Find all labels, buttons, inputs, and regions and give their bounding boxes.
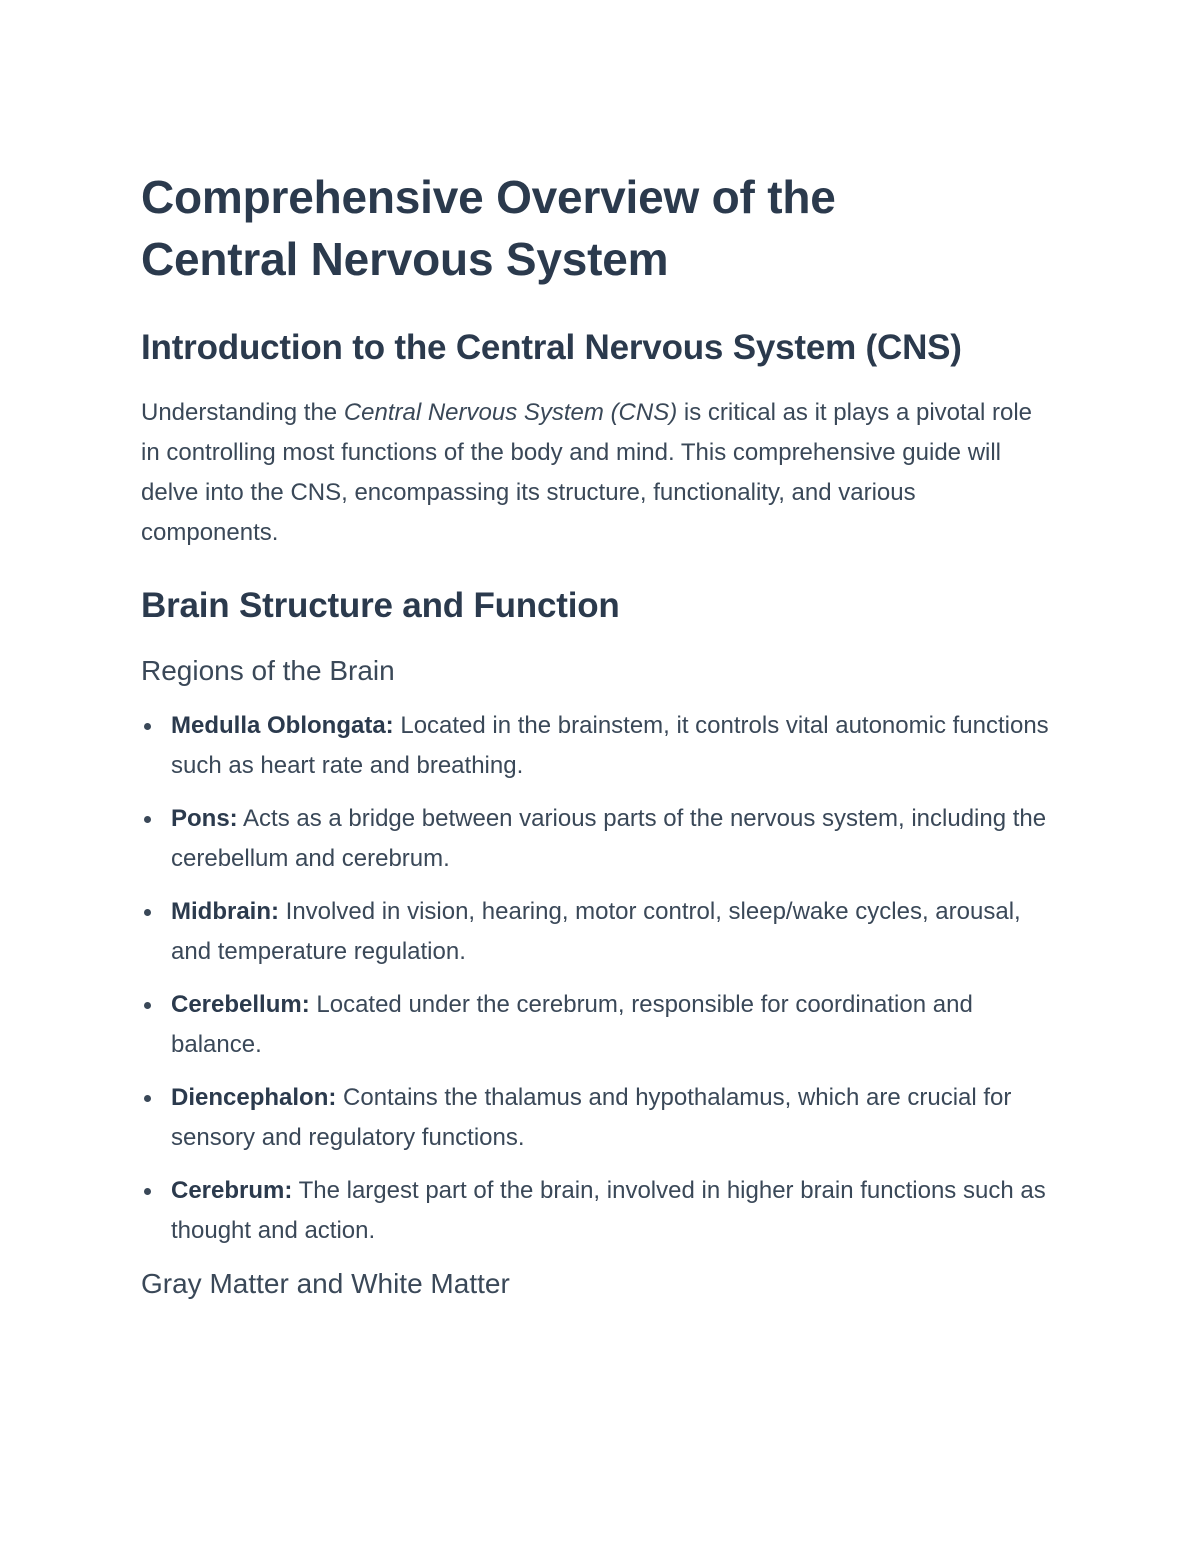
intro-text-emphasis: Central Nervous System (CNS) [343, 399, 678, 426]
brain-regions-list [141, 706, 1051, 1251]
list-item-term: Midbrain: [171, 898, 279, 925]
document-title: Comprehensive Overview of the Central Nervous System [141, 171, 836, 285]
list-item-term: Medulla Oblongata: [171, 712, 394, 739]
list-item-term: Cerebellum: [171, 991, 310, 1018]
list-item-desc: Acts as a bridge between various parts of the nervous system, including the cerebellum and cerebrum. [171, 805, 1047, 872]
intro-paragraph [141, 393, 1051, 553]
list-item-term: Cerebrum: [171, 1177, 293, 1204]
list-item [141, 1078, 1051, 1158]
intro-text-suffix: is critical as it plays a pivotal role in controlling most functions of the body and mind. This comprehensive guide will delve into the CNS, encompassing its structure, functionality, and various components. [141, 399, 1033, 546]
list-item-desc: Contains the thalamus and hypothalamus, which are crucial for sensory and regulatory functions. [171, 1084, 1012, 1151]
intro-text-prefix: Understanding the [141, 399, 344, 426]
intro-heading: Introduction to the Central Nervous System (CNS) [141, 328, 962, 367]
list-item-term: Diencephalon: [171, 1084, 337, 1111]
list-item-desc: Involved in vision, hearing, motor control, sleep/wake cycles, arousal, and temperature regulation. [171, 898, 1021, 965]
list-item [141, 985, 1051, 1065]
gray-white-matter-heading: Gray Matter and White Matter [141, 1268, 510, 1299]
list-item-desc: Located in the brainstem, it controls vital autonomic functions such as heart rate and breathing. [171, 712, 1049, 779]
brain-structure-heading: Brain Structure and Function [141, 586, 620, 625]
list-item-term: Pons: [171, 805, 238, 832]
list-item [141, 799, 1051, 879]
list-item-desc: Located under the cerebrum, responsible for coordination and balance. [171, 991, 973, 1058]
list-item [141, 706, 1051, 786]
regions-heading: Regions of the Brain [141, 655, 395, 686]
list-item [141, 892, 1051, 972]
document-page [141, 166, 1051, 1304]
list-item-desc: The largest part of the brain, involved in higher brain functions such as thought and action. [171, 1177, 1046, 1244]
list-item [141, 1171, 1051, 1251]
